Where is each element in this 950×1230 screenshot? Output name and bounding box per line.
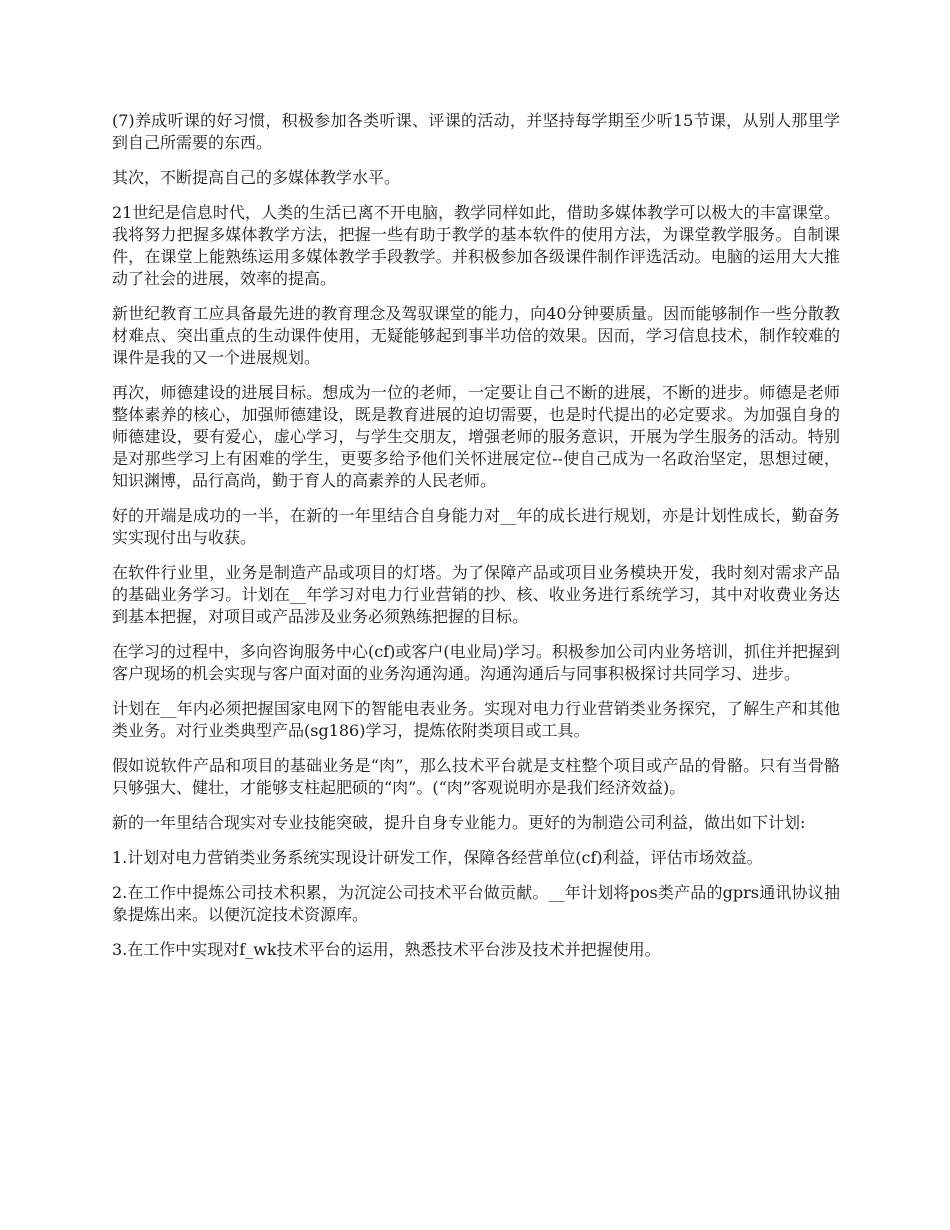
paragraph-good-start: 好的开端是成功的一半，在新的一年里结合自身能力对__年的成长进行规划，亦是计划性成长，勤奋务实实现付出与收获。 bbox=[112, 506, 840, 547]
list-item-plan-3: 3.在工作中实现对f_wk技术平台的运用，熟悉技术平台涉及技术并把握使用。 bbox=[112, 940, 661, 959]
paragraph-new-century-education: 新世纪教育工应具备最先进的教育理念及驾驭课堂的能力，向40分钟要质量。因而能够制作一些分散教材难点、突出重点的生动课件使用，无疑能够起到事半功倍的效果。因而，学习信息技术，制作较难的课件是我的又一个进展规划。 bbox=[112, 304, 840, 367]
paragraph-habit-listening: (7)养成听课的好习惯，积极参加各类听课、评课的活动，并坚持每学期至少听15节课，从别人那里学到自己所需要的东西。 bbox=[112, 111, 840, 152]
paragraph-meat-and-bones: 假如说软件产品和项目的基础业务是“肉”，那么技术平台就是支柱整个项目或产品的骨骼。只有当骨骼只够强大、健壮，才能够支柱起肥硕的“肉”。(“肉”客观说明亦是我们经济效益)。 bbox=[112, 756, 840, 797]
paragraph-information-era: 21世纪是信息时代，人类的生活已离不开电脑，教学同样如此，借助多媒体教学可以极大的丰富课堂。我将努力把握多媒体教学方法，把握一些有助于教学的基本软件的使用方法，为课堂教学服务。自制课件，在课堂上能熟练运用多媒体教学手段教学。并积极参加各级课件制作评选活动。电脑的运用大大推动了社会的进展，效率的提高。 bbox=[112, 203, 840, 288]
paragraph-teacher-ethics: 再次，师德建设的进展目标。想成为一位的老师，一定要让自己不断的进展，不断的进步。师德是老师整体素养的核心，加强师德建设，既是教育进展的迫切需要，也是时代提出的必定要求。为加强自身的师德建设，要有爱心，虚心学习，与学生交朋友，增强老师的服务意识，开展为学生服务的活动。特别是对那些学习上有困难的学生，更要多给予他们关怀进展定位--使自己成为一名政治坚定，思想过硬，知识渊博，品行高尚，勤于育人的高素养的人民老师。 bbox=[112, 383, 840, 490]
paragraph-software-business: 在软件行业里，业务是制造产品或项目的灯塔。为了保障产品或项目业务模块开发，我时刻对需求产品的基础业务学习。计划在__年学习对电力行业营销的抄、核、收业务进行系统学习，其中对收费业务达到基本把握，对项目或产品涉及业务必须熟练把握的目标。 bbox=[112, 563, 840, 626]
paragraph-skill-breakthrough: 新的一年里结合现实对专业技能突破，提升自身专业能力。更好的为制造公司利益，做出如下计划: bbox=[112, 813, 806, 832]
list-item-plan-2: 2.在工作中提炼公司技术积累，为沉淀公司技术平台做贡献。__年计划将pos类产品的gprs通讯协议抽象提炼出来。以便沉淀技术资源库。 bbox=[112, 883, 840, 924]
document-body bbox=[112, 110, 840, 974]
paragraph-smart-meter-plan: 计划在__年内必须把握国家电网下的智能电表业务。实现对电力行业营销类业务探究，了解生产和其他类业务。对行业类典型产品(sg186)学习，提炼依附类项目或工具。 bbox=[112, 699, 840, 740]
list-item-plan-1: 1.计划对电力营销类业务系统实现设计研发工作，保障各经营单位(cf)利益，评估市场效益。 bbox=[112, 848, 763, 867]
paragraph-multimedia-heading: 其次，不断提高自己的多媒体教学水平。 bbox=[112, 168, 401, 187]
paragraph-learning-process: 在学习的过程中，多向咨询服务中心(cf)或客户(电业局)学习。积极参加公司内业务培训，抓住并把握到客户现场的机会实现与客户面对面的业务沟通沟通。沟通沟通后与同事积极探讨共同学习、进步。 bbox=[112, 642, 840, 683]
